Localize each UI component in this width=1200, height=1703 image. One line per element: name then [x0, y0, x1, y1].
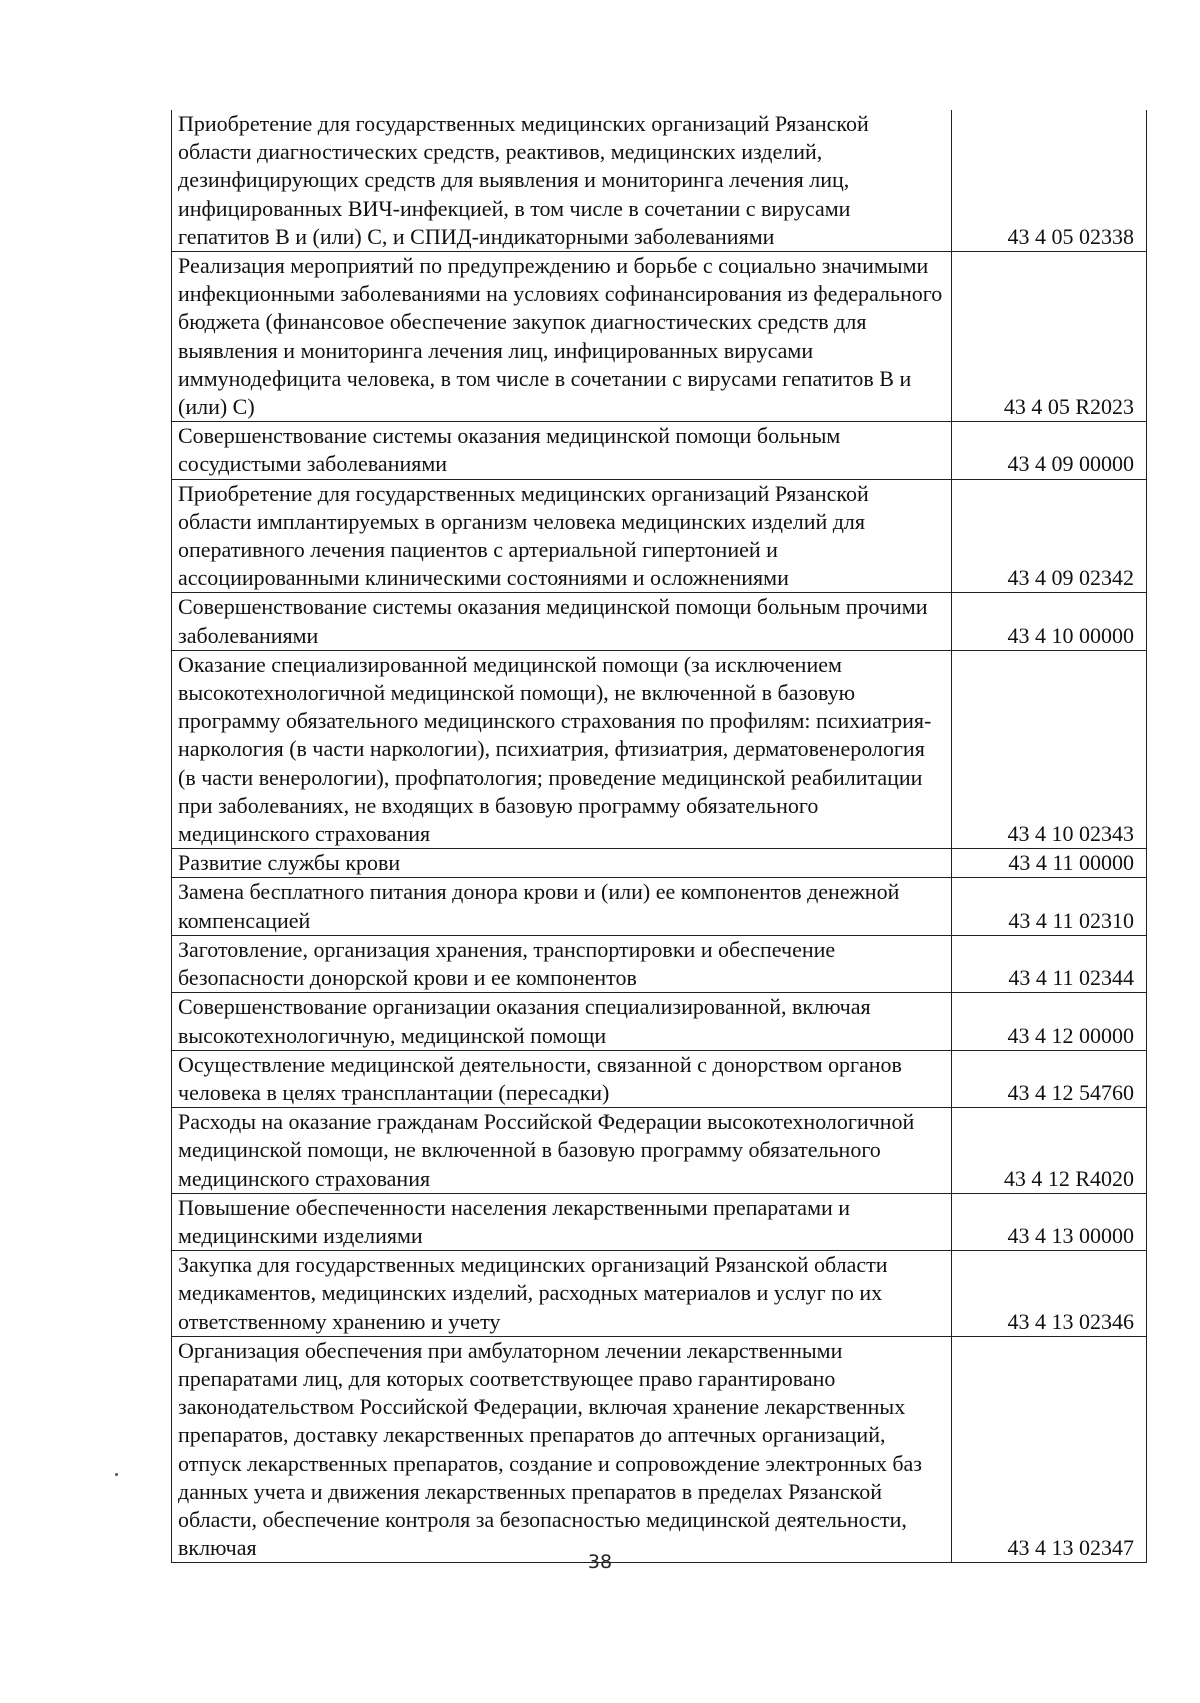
table-row	[172, 593, 1147, 650]
table-row	[172, 1108, 1147, 1194]
row-code-cell	[952, 422, 1147, 479]
table-row	[172, 1251, 1147, 1337]
row-description-cell	[172, 1050, 952, 1107]
row-description-cell	[172, 993, 952, 1050]
row-code-cell	[952, 1336, 1147, 1563]
budget-classification-table	[171, 110, 1147, 1563]
row-code-cell	[952, 993, 1147, 1050]
table-row	[172, 422, 1147, 479]
row-description: Приобретение для государственных медицинских организаций Рязанской области диагностических средств, реактивов, медицинских изделий, дезинфицирующих средств для выявления и мониторинга лечения лиц, инфицированных ВИЧ-инфекцией, в том числе в сочетании с вирусами гепатитов В и (или) С, и СПИД-индикаторными заболеваниями	[178, 111, 869, 249]
row-code: 43 4 05 R2023	[1003, 394, 1134, 420]
row-description-cell	[172, 479, 952, 593]
page-number: 38	[587, 1551, 613, 1573]
row-code-cell	[952, 1193, 1147, 1250]
row-code: 43 4 09 02342	[1007, 565, 1134, 591]
row-code: 43 4 10 00000	[1007, 622, 1134, 648]
row-code: 43 4 12 R4020	[1003, 1165, 1134, 1191]
row-description-cell	[172, 1193, 952, 1250]
row-description: Расходы на оказание гражданам Российской Федерации высокотехнологичной медицинской помощи, не включенной в базовую программу обязательного медицинского страхования	[178, 1109, 915, 1191]
row-code-cell	[952, 935, 1147, 992]
row-code: 43 4 10 02343	[1007, 821, 1134, 847]
row-description-cell	[172, 650, 952, 848]
row-description: Реализация мероприятий по предупреждению и борьбе с социально значимыми инфекционными заболеваниями на условиях софинансирования из федерального бюджета (финансовое обеспечение закупок диагностических средств для выявления и мониторинга лечения лиц, инфицированных вирусами иммунодефицита человека, в том числе в сочетании с вирусами гепатитов В и (или) С)	[178, 253, 943, 420]
row-code-cell	[952, 252, 1147, 422]
row-code: 43 4 05 02338	[1007, 223, 1134, 249]
table-row	[172, 1050, 1147, 1107]
row-description-cell	[172, 422, 952, 479]
row-description: Организация обеспечения при амбулаторном лечении лекарственными препаратами лиц, для которых соответствующее право гарантировано законодательством Российской Федерации, включая хранение лекарственных препаратов, доставку лекарственных препаратов до аптечных организаций, отпуск лекарственных препаратов, создание и сопровождение электронных баз данных учета и движения лекарственных препаратов в пределах Рязанской области, обеспечение контроля за безопасностью медицинской деятельности, включая	[178, 1337, 922, 1561]
row-description: Развитие службы крови	[178, 850, 401, 876]
row-description-cell	[172, 849, 952, 878]
row-code-cell	[952, 479, 1147, 593]
row-description: Повышение обеспеченности населения лекарственными препаратами и медицинскими изделиями	[178, 1194, 851, 1248]
row-code-cell	[952, 1251, 1147, 1337]
row-code: 43 4 11 02344	[1008, 965, 1134, 991]
row-description-cell	[172, 252, 952, 422]
row-description-cell	[172, 593, 952, 650]
table-row	[172, 479, 1147, 593]
row-code-cell	[952, 878, 1147, 935]
table-row	[172, 1336, 1147, 1563]
row-description: Оказание специализированной медицинской помощи (за исключением высокотехнологичной медицинской помощи), не включенной в базовую программу обязательного медицинского страхования по профилям: психиатрия-наркология (в части наркологии), психиатрия, фтизиатрия, дерматовенерология (в части венерологии), профпатология; проведение медицинской реабилитации при заболеваниях, не входящих в базовую программу обязательного медицинского страхования	[178, 651, 932, 847]
row-description-cell	[172, 878, 952, 935]
table-row	[172, 878, 1147, 935]
row-description-cell	[172, 110, 952, 252]
row-code-cell	[952, 849, 1147, 878]
row-code: 43 4 13 02346	[1007, 1308, 1134, 1334]
row-description-cell	[172, 935, 952, 992]
table-body	[172, 110, 1147, 1563]
row-description: Приобретение для государственных медицинских организаций Рязанской области имплантируемых в организм человека медицинских изделий для оперативного лечения пациентов с артериальной гипертонией и ассоциированными клиническими состояниями и осложнениями	[178, 480, 869, 591]
row-description: Совершенствование системы оказания медицинской помощи больным прочими заболеваниями	[178, 594, 928, 648]
row-description: Совершенствование организации оказания специализированной, включая высокотехнологичную, медицинской помощи	[178, 994, 871, 1048]
row-code: 43 4 11 02310	[1008, 907, 1134, 933]
row-code-cell	[952, 1108, 1147, 1194]
table-row	[172, 849, 1147, 878]
row-code: 43 4 12 54760	[1007, 1079, 1134, 1105]
table-row	[172, 650, 1147, 848]
table-row	[172, 1193, 1147, 1250]
scan-speck	[115, 1473, 118, 1476]
row-code: 43 4 11 00000	[1008, 850, 1134, 876]
row-description: Заготовление, организация хранения, транспортировки и обеспечение безопасности донорской крови и ее компонентов	[178, 936, 836, 991]
row-description: Замена бесплатного питания донора крови и (или) ее компонентов денежной компенсацией	[178, 879, 900, 933]
row-code-cell	[952, 110, 1147, 252]
table-row	[172, 935, 1147, 992]
table-row	[172, 252, 1147, 422]
row-code: 43 4 13 02347	[1007, 1535, 1134, 1561]
row-description: Закупка для государственных медицинских организаций Рязанской области медикаментов, медицинских изделий, расходных материалов и услуг по их ответственному хранению и учету	[178, 1252, 888, 1334]
row-description-cell	[172, 1336, 952, 1563]
row-code-cell	[952, 650, 1147, 848]
row-description-cell	[172, 1108, 952, 1194]
row-code-cell	[952, 593, 1147, 650]
row-description-cell	[172, 1251, 952, 1337]
row-description: Совершенствование системы оказания медицинской помощи больным сосудистыми заболеваниями	[178, 423, 841, 477]
row-code: 43 4 12 00000	[1007, 1022, 1134, 1048]
row-code: 43 4 09 00000	[1007, 451, 1134, 477]
table-row	[172, 993, 1147, 1050]
row-description: Осуществление медицинской деятельности, связанной с донорством органов человека в целях трансплантации (пересадки)	[178, 1051, 902, 1105]
row-code-cell	[952, 1050, 1147, 1107]
table-row	[172, 110, 1147, 252]
row-code: 43 4 13 00000	[1007, 1222, 1134, 1248]
